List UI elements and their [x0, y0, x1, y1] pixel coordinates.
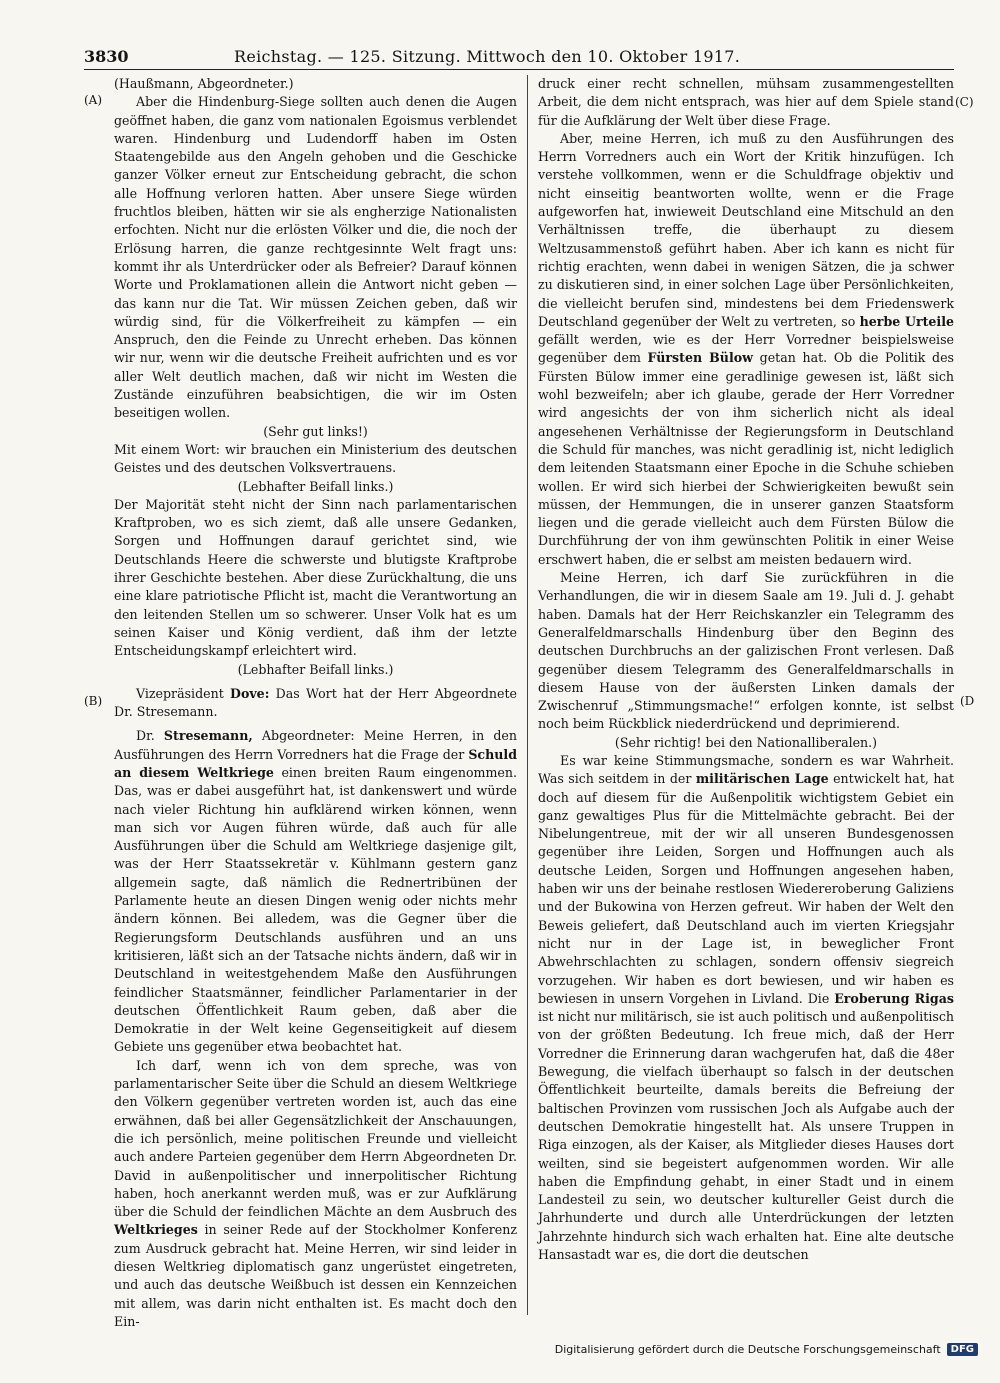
credit-text: Digitalisierung gefördert durch die Deutsche Forschungsgemeinschaft	[554, 1343, 941, 1356]
text: Abgeordneter: Meine Herren, in den Ausführungen des Herrn Vorredners hat die Frage der	[114, 728, 517, 762]
vice-president-statement	[114, 685, 517, 722]
digitization-credit	[555, 1343, 978, 1356]
paragraph	[538, 130, 954, 569]
text: Vizepräsident	[136, 685, 231, 701]
left-column	[84, 75, 517, 1329]
margin-marker-c: (C)	[955, 95, 974, 109]
right-column	[538, 75, 954, 1315]
margin-marker-a: (A)	[84, 93, 103, 107]
paragraph: Mit einem Wort: wir brauchen ein Ministerium des deutschen Geistes und des deutschen Volksvertrauens.	[114, 441, 517, 476]
text: in seiner Rede auf der Stockholmer Konferenz zum Ausdruck gebracht hat. Meine Herren, wir sind leider in diesen Weltkrieg diplomatisch ganz ungerüstet eingetreten, und auch das deutsche Weißbuch ist dessen ein Kennzeichen mit allem, was darin nicht enthalten ist. Es macht doch den Ein-	[114, 1222, 517, 1329]
emphasis: militärischen Lage	[695, 771, 829, 787]
emphasis: Fürsten Bülow	[647, 350, 753, 366]
text: Es war keine Stimmungsmache, sondern es war Wahrheit. Was sich seitdem in der	[538, 752, 954, 787]
text: Dr.	[136, 728, 164, 744]
margin-marker-b: (B)	[84, 694, 103, 708]
emphasis: Eroberung Rigas	[834, 990, 954, 1006]
running-head-title: Reichstag. — 125. Sitzung. Mittwoch den 10. Oktober 1917.	[234, 47, 741, 66]
paragraph	[538, 752, 954, 1264]
paragraph: Aber die Hindenburg-Siege sollten auch denen die Augen geöffnet haben, die ganz vom nationalen Egoismus verblendet waren. Hindenburg und Ludendorff haben im Osten Staatengebilde aus den Angeln gehoben und die Geschicke ganzer Völker erneut zur Entscheidung gebracht, die schon alle Hoffnung verloren hatten. Aber unsere Siege würden fruchtlos bleiben, hätten wir sie als engherzige Nationalisten erfochten. Nicht nur die erlösten Völker und die, die noch der Erlösung harren, die ganze rechtgesinnte Welt fragt uns: kommt ihr als Unterdrücker oder als Befreier? Darauf können Worte und Proklamationen allein die Antwort nicht geben — das kann nur die Tat. Wir müssen Zeichen geben, daß wir würdig sind, für die Völkerfreiheit zu kämpfen — ein Anspruch, den die Feinde zu Unrecht erheben. Das können wir nur, wenn wir die deutsche Freiheit aufrichten und es vor aller Welt deutlich machen, daß wir nicht im Westen die Zustände einzuführen beabsichtigen, die wir im Osten beseitigen wollen.	[114, 94, 517, 421]
text: Das Wort hat der Herr Abgeordnete Dr. Stresemann.	[114, 685, 517, 720]
speaker-name: Dove:	[230, 685, 270, 701]
interjection: (Lebhafter Beifall links.)	[237, 478, 394, 494]
text: Aber, meine Herren, ich muß zu den Ausführungen des Herrn Vorredners auch ein Wort der Kritik hinzufügen. Ich verstehe vollkommen, wenn er die Schuldfrage objektiv und nicht einseitig beantworten wollte, wenn er die Frage aufgeworfen hat, inwieweit Deutschland eine Mitschuld an den Verhältnissen treffe, die überhaupt zu diesem Weltzusammenstoß geführt haben. Aber ich kann es nicht für richtig erachten, wenn dabei in wenigen Sätzen, die ja schwer zu diskutieren sind, in einer solchen Lage über Persönlichkeiten, die vielleicht berufen sind, mindestens bei dem Friedenswerk Deutschland gegenüber der Welt zu vertreten, so	[538, 130, 954, 329]
text: einen breiten Raum eingenommen. Das, was er dabei ausgeführt hat, ist dankenswert und würde nach vieler Richtung hin aufklärend wirken können, wenn man sich vor Augen führen würde, daß auch für alle Ausführungen über die Schuld am Weltkriege dasjenige gilt, was der Herr Staatssekretär v. Kühlmann gestern ganz allgemein sagte, daß nämlich die Rednertribünen der Parlamente heute an diesen Dingen wenig oder nichts mehr ändern können. Bei alledem, was die Gegner über die Regierungsform Deutschlands ausführen und an uns kritisieren, läßt sich an der Tatsache nichts ändern, daß wir in Deutschland in weitestgehendem Maße den Ausführungen feindlicher Staatsmänner, feindlicher Parlamentarier in der deutschen Öffentlichkeit Raum geben, daß aber die Demokratie in der Welt keine Gegenseitigkeit auf diesem Gebiete uns gegenüber etwa beobachtet hat.	[114, 764, 517, 1055]
paragraph: druck einer recht schnellen, mühsam zusammengestellten Arbeit, die dem nicht entsprach, was hier auf dem Spiele stand für die Aufklärung der Welt über diese Frage.	[538, 76, 954, 128]
interjection: (Sehr richtig! bei den Nationalliberalen.)	[614, 734, 878, 750]
stresemann-speech-paragraph	[114, 727, 517, 1056]
text: ist nicht nur militärisch, sie ist auch politisch und außenpolitisch von der größten Bedeutung. Ich freue mich, daß der Herr Vorredner die Erinnerung daran wachgerufen hat, daß die 48er Bewegung, die vielfach überhaupt so falsch in der deutschen Öffentlichkeit beurteilte, damals bereits die Befreiung der baltischen Provinzen vom russischen Joch als Aufgabe auch der deutschen Demokratie hingestellt hat. Als unsere Truppen in Riga einzogen, als der Kaiser, als Mitglieder dieses Hauses dort weilten, sind sie begeistert aufgenommen worden. Wir alle haben die Empfindung gehabt, in einer Stadt und in einem Landesteil zu sein, wo deutscher kultureller Geist durch die Jahrhunderte und durch alle Unterdrückungen der letzten Jahrzehnte hindurch sich wach erhalten hat. Eine alte deutsche Hansastadt war es, die dort die deutschen	[538, 1009, 954, 1262]
speaker-tag: (Haußmann, Abgeordneter.)	[114, 76, 294, 91]
interjection: (Lebhafter Beifall links.)	[237, 661, 394, 677]
text: Ich darf, wenn ich von dem spreche, was von parlamentarischer Seite über die Schuld an diesem Weltkriege den Völkern gegenüber vertreten worden ist, auch das eine erwähnen, daß bei aller Gegensätzlichkeit der Anschauungen, die ich persönlich, meine politischen Freunde und vielleicht auch andere Parteien gegenüber dem Herrn Abgeordneten Dr. David in außenpolitischer und innerpolitischer Richtung haben, hoch anerkannt werden muß, was er zur Aufklärung über die Schuld der feindlichen Mächte an dem Ausbruch des	[114, 1057, 517, 1220]
text: gefällt werden, wie es der Herr Vorredner beispielsweise gegenüber dem	[538, 332, 954, 366]
dfg-logo: DFG	[947, 1343, 978, 1356]
paragraph	[114, 1057, 517, 1331]
column-divider	[527, 75, 528, 1315]
emphasis: Schuld an diesem Weltkriege	[114, 746, 517, 780]
emphasis: herbe Urteile	[859, 313, 954, 329]
text: getan hat. Ob die Politik des Fürsten Bülow immer eine geradlinige gewesen ist, läßt sich wohl bezweifeln; aber ich glaube, gerade der Herr Vorredner wird angesichts der von ihm sicherlich nicht als ideal angesehenen Verhältnisse der Regierungsform in Deutschland die Schuld für manches, was nicht geradlinig ist, nicht lediglich dem leitenden Staatsmann einer Epoche in die Schuhe schieben wollen. Er wird sich hierbei der Schwierigkeiten bewußt sein müssen, der Hemmungen, die in unserer ganzen Staatsform liegen und die gerade vielleicht auch dem Fürsten Bülow die Durchführung der von ihm gewünschten Politik in einer Weise erschwert haben, die er selbst am meisten bedauern wird.	[538, 350, 954, 567]
paragraph: Meine Herren, ich darf Sie zurückführen in die Verhandlungen, die wir in diesem Saale am 19. Juli d. J. gehabt haben. Damals hat der Herr Reichskanzler ein Telegramm des Generalfeldmarschalls Hindenburg über den Beginn des deutschen Durchbruchs an der galizischen Front verlesen. Daß gegenüber diesem Telegramm des Generalfeldmarschalls in diesem Hause von der äußersten Linken damals der Zwischenruf „Stimmungsmache!“ erfolgen konnte, ist selbst noch beim Rückblick niederdrückend und deprimierend.	[538, 570, 954, 732]
speaker-name: Stresemann,	[163, 728, 253, 744]
page-number: 3830	[84, 47, 129, 66]
interjection: (Sehr gut links!)	[263, 423, 368, 439]
margin-marker-d: (D	[960, 694, 975, 708]
paragraph: Der Majorität steht nicht der Sinn nach parlamentarischen Kraftproben, wo es sich ziemt, daß alle unsere Gedanken, Sorgen und Hoffnungen darauf gerichtet sind, wie Deutschlands Heere die schwerste und blutigste Kraftprobe ihrer Geschichte bestehen. Aber diese Zurückhaltung, die uns eine klare patriotische Pflicht ist, macht die Verantwortung an den leitenden Stellen um so schwerer. Unser Volk hat es um seinen Kaiser und König verdient, daß ihm der letzte Entscheidungskampf erleichtert wird.	[114, 496, 517, 659]
running-header	[84, 47, 954, 70]
emphasis: Weltkrieges	[114, 1222, 198, 1238]
text: entwickelt hat, hat doch auf diesem für die Außenpolitik wichtigstem Gebiet ein ganz gewaltiges Plus für die Mittelmächte gebracht. Bei der Nibelungentreue, mit der wir all unseren Bundesgenossen gegenüber ihre Leiden, Sorgen und Hoffnungen auch als deutsche Leiden, Sorgen und Hoffnungen angesehen haben, haben wir uns der beinahe restlosen Wiedereroberung Galiziens und der Bukowina von Herzen gefreut. Wir haben der Welt den Beweis geliefert, daß Deutschland auch im vierten Kriegsjahr nicht nur in der Lage ist, in beweglicher Front Abwehrschlachten zu schlagen, sondern offensiv siegreich vorzugehen. Wir haben es dort bewiesen, und wir haben es bewiesen in unsern Vorgehen in Livland. Die	[538, 771, 954, 1006]
